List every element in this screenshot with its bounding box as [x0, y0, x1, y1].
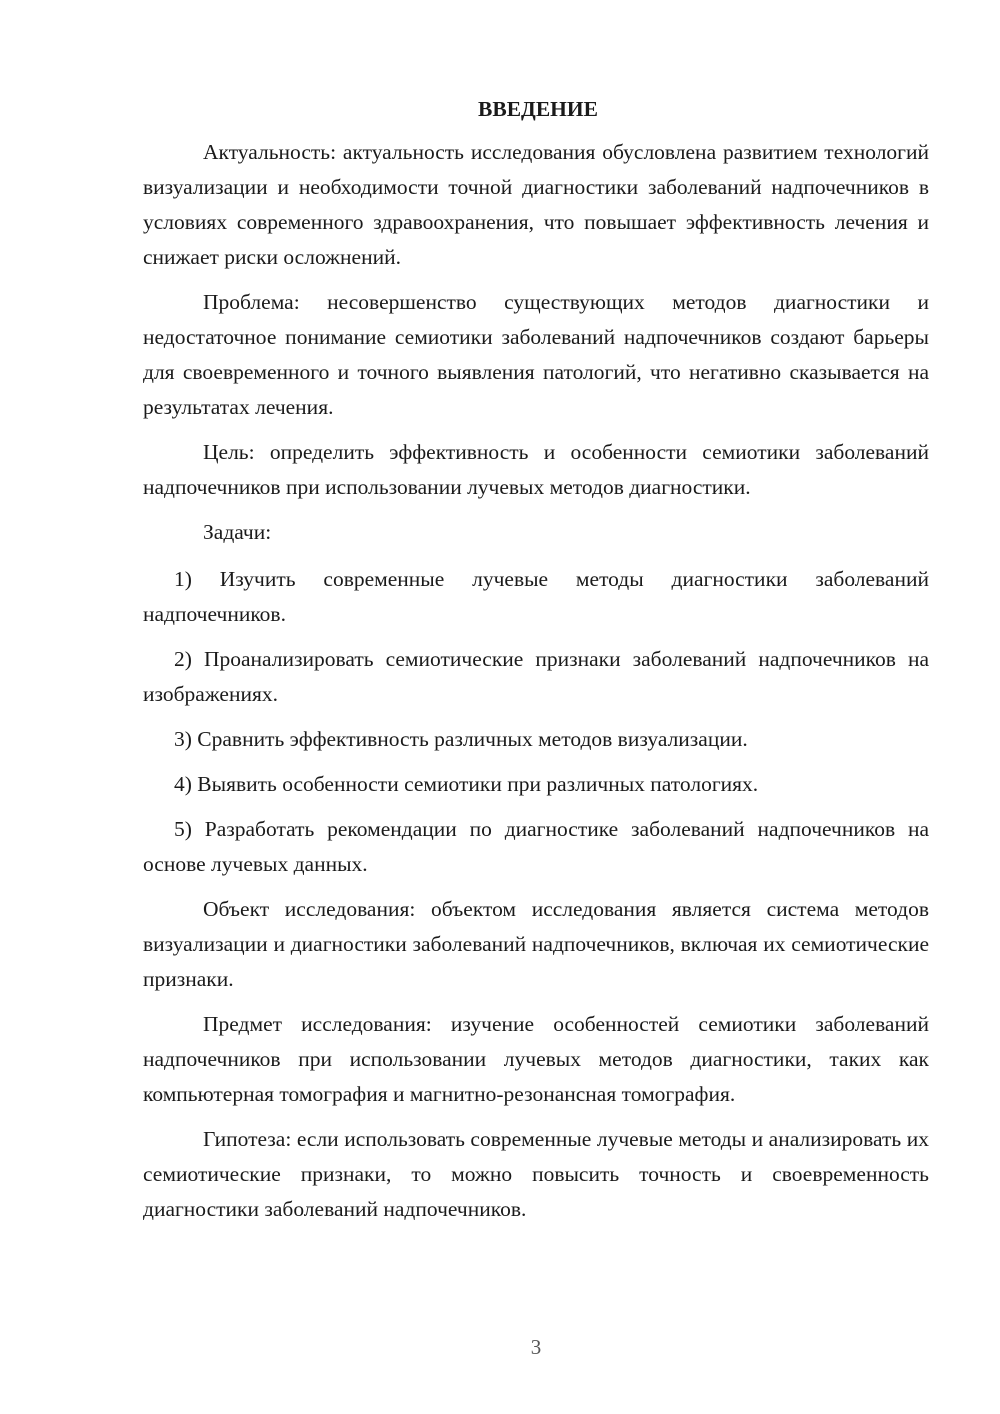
- section-title: ВВЕДЕНИЕ: [478, 97, 598, 121]
- page-number: 3: [530, 1335, 542, 1359]
- paragraph-tasks-heading: Задачи:: [203, 520, 272, 544]
- task-item-5: 5) Разработать рекомендации по диагностике заболеваний надпочечников на основе лучевых данных.: [143, 817, 929, 876]
- paragraph-hypothesis: Гипотеза: если использовать современные лучевые методы и анализировать их семиотические признаки, то можно повысить точность и своевременность диагностики заболеваний надпочечников.: [143, 1127, 929, 1221]
- task-item-1: 1) Изучить современные лучевые методы диагностики заболеваний надпочечников.: [143, 567, 929, 626]
- task-item-3: 3) Сравнить эффективность различных методов визуализации.: [174, 727, 748, 751]
- paragraph-goal: Цель: определить эффективность и особенности семиотики заболеваний надпочечников при использовании лучевых методов диагностики.: [143, 440, 929, 499]
- paragraph-object: Объект исследования: объектом исследования является система методов визуализации и диагностики заболеваний надпочечников, включая их семиотические признаки.: [143, 897, 929, 991]
- task-item-4: 4) Выявить особенности семиотики при различных патологиях.: [174, 772, 759, 796]
- page-content: [143, 92, 929, 1237]
- paragraph-problem: Проблема: несовершенство существующих методов диагностики и недостаточное понимание семиотики заболеваний надпочечников создают барьеры для своевременного и точного выявления патологий, что негативно сказывается на результатах лечения.: [143, 290, 929, 419]
- paragraph-subject: Предмет исследования: изучение особенностей семиотики заболеваний надпочечников при использовании лучевых методов диагностики, таких как компьютерная томография и магнитно-резонансная томография.: [143, 1012, 929, 1106]
- task-item-2: 2) Проанализировать семиотические признаки заболеваний надпочечников на изображениях.: [143, 647, 929, 706]
- paragraph-relevance: Актуальность: актуальность исследования обусловлена развитием технологий визуализации и необходимости точной диагностики заболеваний надпочечников в условиях современного здравоохранения, что повышает эффективность лечения и снижает риски осложнений.: [143, 140, 929, 269]
